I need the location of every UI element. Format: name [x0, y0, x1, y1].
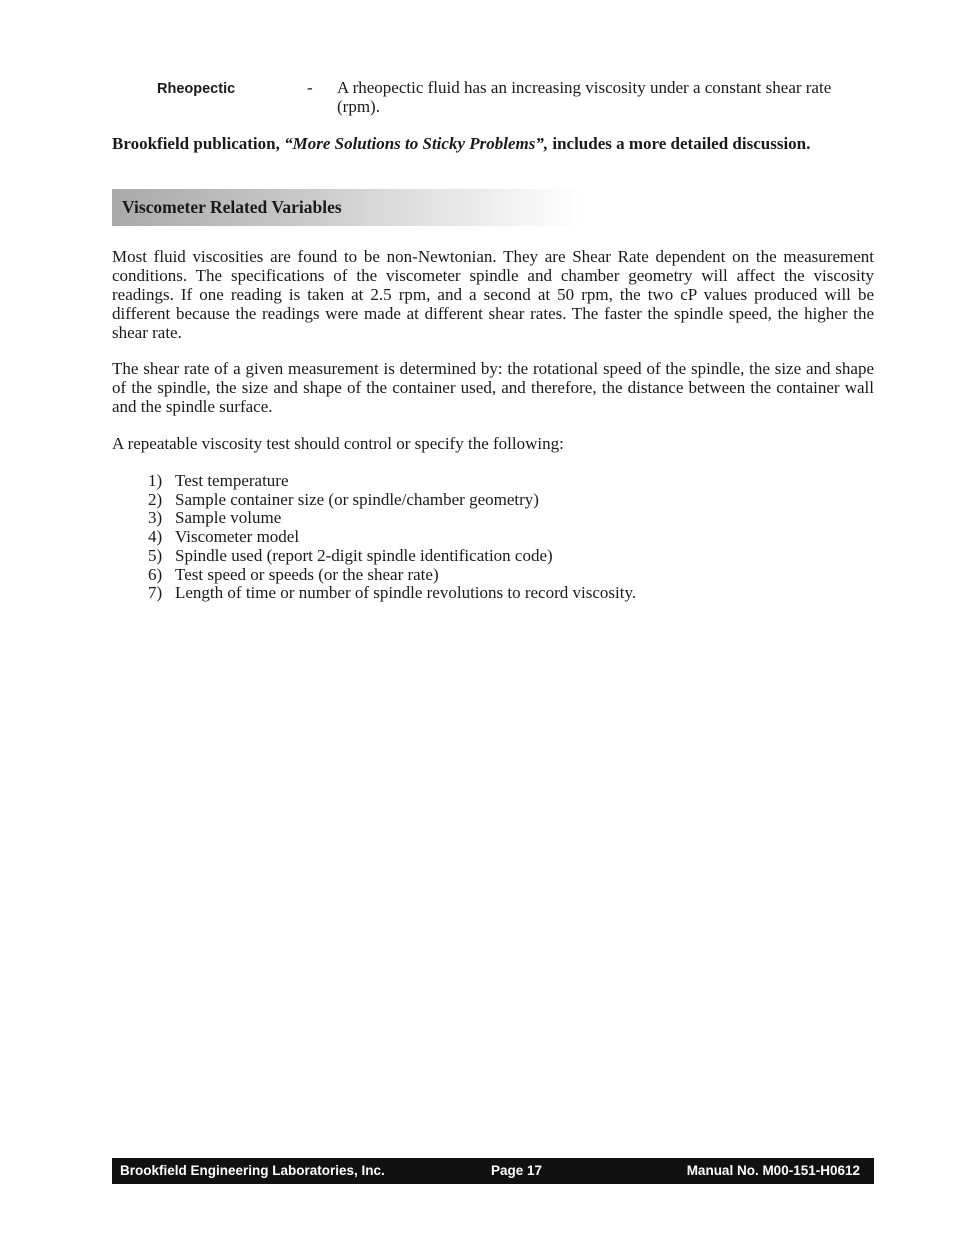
list-item-number: 3) [148, 508, 163, 528]
list-item-number: 7) [148, 583, 163, 603]
section-title: Viscometer Related Variables [122, 197, 342, 217]
footer-company: Brookfield Engineering Laboratories, Inc. [120, 1163, 385, 1178]
list-item [148, 491, 636, 510]
list-item-text: Sample container size (or spindle/chamber geometry) [175, 489, 539, 509]
list-item [148, 528, 636, 547]
page-footer [112, 1158, 874, 1184]
list-item-text: Spindle used (report 2-digit spindle identification code) [175, 545, 553, 565]
paragraph-shear-rate-dependence: Most fluid viscosities are found to be non-Newtonian. They are Shear Rate dependent on the measurement conditions. The specifications of the viscometer spindle and chamber geometry will affect the viscosity readings. If one reading is taken at 2.5 rpm, and a second at 50 rpm, the two cP values produced will be different because the readings were made at different shear rates. The faster the spindle speed, the higher the shear rate. [112, 247, 874, 342]
list-item-text: Viscometer model [175, 527, 300, 547]
footer-page-number: Page 17 [491, 1163, 543, 1178]
list-item-text: Sample volume [175, 508, 282, 528]
paragraph-list-intro: A repeatable viscosity test should control or specify the following: [112, 434, 564, 453]
publication-note-prefix: Brookfield publication, [112, 134, 285, 153]
definition-dash: - [307, 78, 313, 97]
list-item [148, 547, 636, 566]
test-variables-list [148, 472, 636, 603]
list-item-number: 4) [148, 527, 163, 547]
definition-row [112, 78, 874, 120]
list-item-number: 6) [148, 564, 163, 584]
list-item-number: 1) [148, 471, 163, 490]
list-item-text: Test temperature [175, 471, 289, 490]
list-item [148, 509, 636, 528]
list-item [148, 472, 636, 491]
footer-manual-number: Manual No. M00-151-H0612 [686, 1163, 860, 1178]
publication-note-suffix: includes a more detailed discussion. [548, 134, 811, 153]
publication-title: “More Solutions to Sticky Problems”, [284, 134, 549, 153]
list-item-text: Length of time or number of spindle revolutions to record viscosity. [175, 583, 637, 603]
list-item-number: 5) [148, 545, 163, 565]
definition-text: A rheopectic fluid has an increasing viscosity under a constant shear rate (rpm). [337, 78, 832, 116]
list-item-text: Test speed or speeds (or the shear rate) [175, 564, 439, 584]
list-item [148, 584, 636, 603]
list-item [148, 566, 636, 585]
list-item-number: 2) [148, 489, 163, 509]
paragraph-shear-rate-determination: The shear rate of a given measurement is determined by: the rotational speed of the spindle, the size and shape of the spindle, the size and shape of the container used, and therefore, the distance between the container wall and the spindle surface. [112, 359, 874, 416]
definition-term: Rheopectic [157, 81, 236, 97]
publication-note [112, 134, 874, 154]
section-heading-bar [112, 189, 582, 226]
